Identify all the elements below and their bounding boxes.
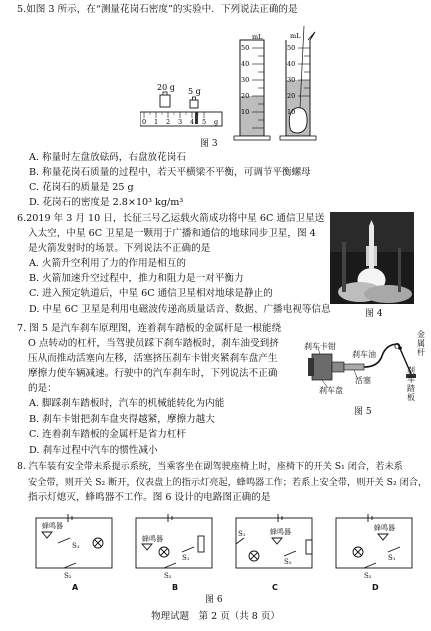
scale-tick-0: 0 [142, 118, 147, 126]
cylinder-1-tick-50: 50 [241, 44, 250, 52]
figure-3-caption: 图 3 [200, 139, 218, 149]
figure-5-caption: 图 5 [354, 407, 372, 417]
cylinder-1-tick-20: 20 [241, 92, 250, 100]
circuit-d-letter: D [372, 583, 379, 592]
circuit-d-s1: S₁ [388, 554, 396, 562]
q5-option-d: D. 花岗石的密度是 2.8×10³ kg/m³ [29, 197, 184, 208]
figure-4-rocket-photo [330, 212, 414, 304]
figure-6-caption: 图 6 [205, 595, 223, 605]
q5-option-a: A. 称量时左盘放砝码，右盘放花岗石 [29, 152, 186, 163]
figure-3 [140, 20, 340, 144]
weight-20g [160, 92, 170, 107]
circuit-b-s1: S₁ [182, 554, 190, 562]
circuit-c-letter: C [272, 583, 278, 592]
q6-stem-line-1: 6.2019 年 3 月 10 日，长征三号乙运载火箭成功将中星 6C 通信卫星送 [17, 213, 325, 224]
circuit-b-s2: S₂ [164, 572, 172, 580]
q7-option-b: B. 刹车卡钳把刹车盘夹得越紧，摩擦力越大 [29, 414, 215, 425]
circuit-c-buzzer-label: 蜂鸣器 [270, 528, 291, 536]
q7-stem-line-1: 7. 图 5 是汽车刹车原理图，连着刹车踏板的金属杆是一根能绕 [17, 323, 282, 334]
scale-tick-3: 3 [178, 118, 183, 126]
cylinder-1-tick-30: 30 [241, 76, 250, 84]
measuring-cylinder-2 [280, 26, 316, 140]
q7-stem-line-5: 的是： [28, 383, 57, 394]
cylinder-2-unit: mL [290, 32, 301, 40]
figure-6-circuits [28, 508, 418, 592]
q7-option-a: A. 脚踩刹车踏板时，汽车的机械能转化为内能 [29, 398, 225, 409]
circuit-a-s2: S₂ [64, 572, 72, 580]
q6-option-d: D. 中星 6C 卫星是利用电磁波传递高质量话音、数据、广播电视等信息 [29, 304, 331, 315]
q6-option-b: B. 火箭加速升空过程中，推力和阻力是一对平衡力 [29, 273, 244, 284]
q6-stem-line-3: 是火箭发射时的场景。下列说法不正确的是 [28, 243, 211, 254]
scale-tick-1: 1 [154, 118, 159, 126]
q5-option-b: B. 称量花岗石质量的过程中，若天平横梁不平衡，可调节平衡螺母 [29, 167, 311, 178]
q7-option-c: C. 连着刹车踏板的金属杆是省力杠杆 [29, 429, 187, 440]
circuit-b-letter: B [172, 583, 179, 592]
q7-option-d: D. 刹车过程中汽车的惯性减小 [29, 445, 158, 456]
q6-option-c: C. 进入预定轨道后，中星 6C 通信卫星相对地球是静止的 [29, 288, 273, 299]
cylinder-2-tick-40: 40 [287, 60, 296, 68]
measuring-cylinder-1 [234, 40, 270, 140]
q6-stem-line-2: 入太空，中星 6C 卫星是一颗用于广播和通信的地球同步卫星，图 4 [28, 228, 316, 239]
label-piston: 活塞 [355, 376, 371, 385]
label-brake-pedal: 刹车踏板 [407, 366, 415, 402]
figure-4-caption: 图 4 [365, 309, 383, 319]
q5-stem: 5.如图 3 所示，在“测量花岗石密度”的实验中．下列说法正确的是 [17, 4, 298, 15]
q6-option-a: A. 火箭升空利用了力的作用是相互的 [29, 258, 186, 269]
circuit-a-s1: S₁ [72, 542, 80, 550]
q7-stem-line-2: O 点转动的杠杆，当驾驶员踩下刹车踏板时，刹车油受到挤 [28, 338, 279, 349]
circuit-c-s1: S₁ [238, 530, 246, 538]
cylinder-1-tick-40: 40 [241, 60, 250, 68]
label-brake-disc: 刹车盘 [319, 386, 343, 395]
label-brake-caliper: 刹车卡钳 [304, 342, 336, 351]
circuit-d-s2: S₂ [364, 572, 372, 580]
scale-tick-5: 5 [202, 118, 207, 126]
weight-20g-label: 20 g [157, 83, 175, 92]
cylinder-1-unit: mL [252, 33, 263, 41]
cylinder-2-tick-20: 20 [287, 92, 296, 100]
q8-stem-line-1: 8. 汽车装有安全带未系提示系统，当乘客坐在副驾驶座椅上时，座椅下的开关 S₁ 闭合，若未系 [17, 461, 403, 472]
cylinder-2-tick-50: 50 [287, 44, 296, 52]
circuit-d-buzzer-label: 蜂鸣器 [374, 524, 395, 532]
circuit-a-letter: A [72, 583, 79, 592]
q7-stem-line-3: 压从而推动活塞向左移，活塞挤压刹车卡钳夹紧刹车盘产生 [28, 353, 278, 364]
page-footer: 物理试题 第 2 页（共 8 页） [151, 611, 280, 622]
weight-5g [190, 97, 198, 108]
label-metal-rod: 金属杆 [417, 330, 425, 357]
cylinder-1-tick-10: 10 [241, 108, 250, 116]
circuit-c-s2: S₂ [284, 558, 292, 566]
circuit-b-buzzer-label: 蜂鸣器 [142, 535, 163, 543]
circuit-a-buzzer-label: 蜂鸣器 [42, 522, 63, 530]
q8-stem-line-2: 安全带，则开关 S₂ 断开，仪表盘上的指示灯亮起，蜂鸣器工作；若系上安全带，则开关 S₂ 闭合， [28, 477, 428, 488]
label-brake-oil: 刹车油 [352, 350, 376, 359]
cylinder-2-tick-10: 10 [287, 108, 296, 116]
scale-tick-2: 2 [166, 118, 171, 126]
q7-stem-line-4: 摩擦力使车辆减速。行驶中的汽车刹车时，下列说法不正确 [28, 368, 278, 379]
q8-stem-line-3: 指示灯熄灭，蜂鸣器不工作。图 6 设计的电路图正确的是 [28, 492, 271, 503]
cylinder-2-tick-30: 30 [287, 76, 296, 84]
q5-option-c: C. 花岗石的质量是 25 g [29, 182, 134, 193]
scale-tick-unit: g [214, 118, 219, 126]
weight-5g-label: 5 g [188, 87, 201, 96]
circuit-c-loop [236, 518, 312, 568]
scale-tick-4: 4 [190, 118, 195, 126]
label-pivot-o: O [394, 342, 401, 351]
